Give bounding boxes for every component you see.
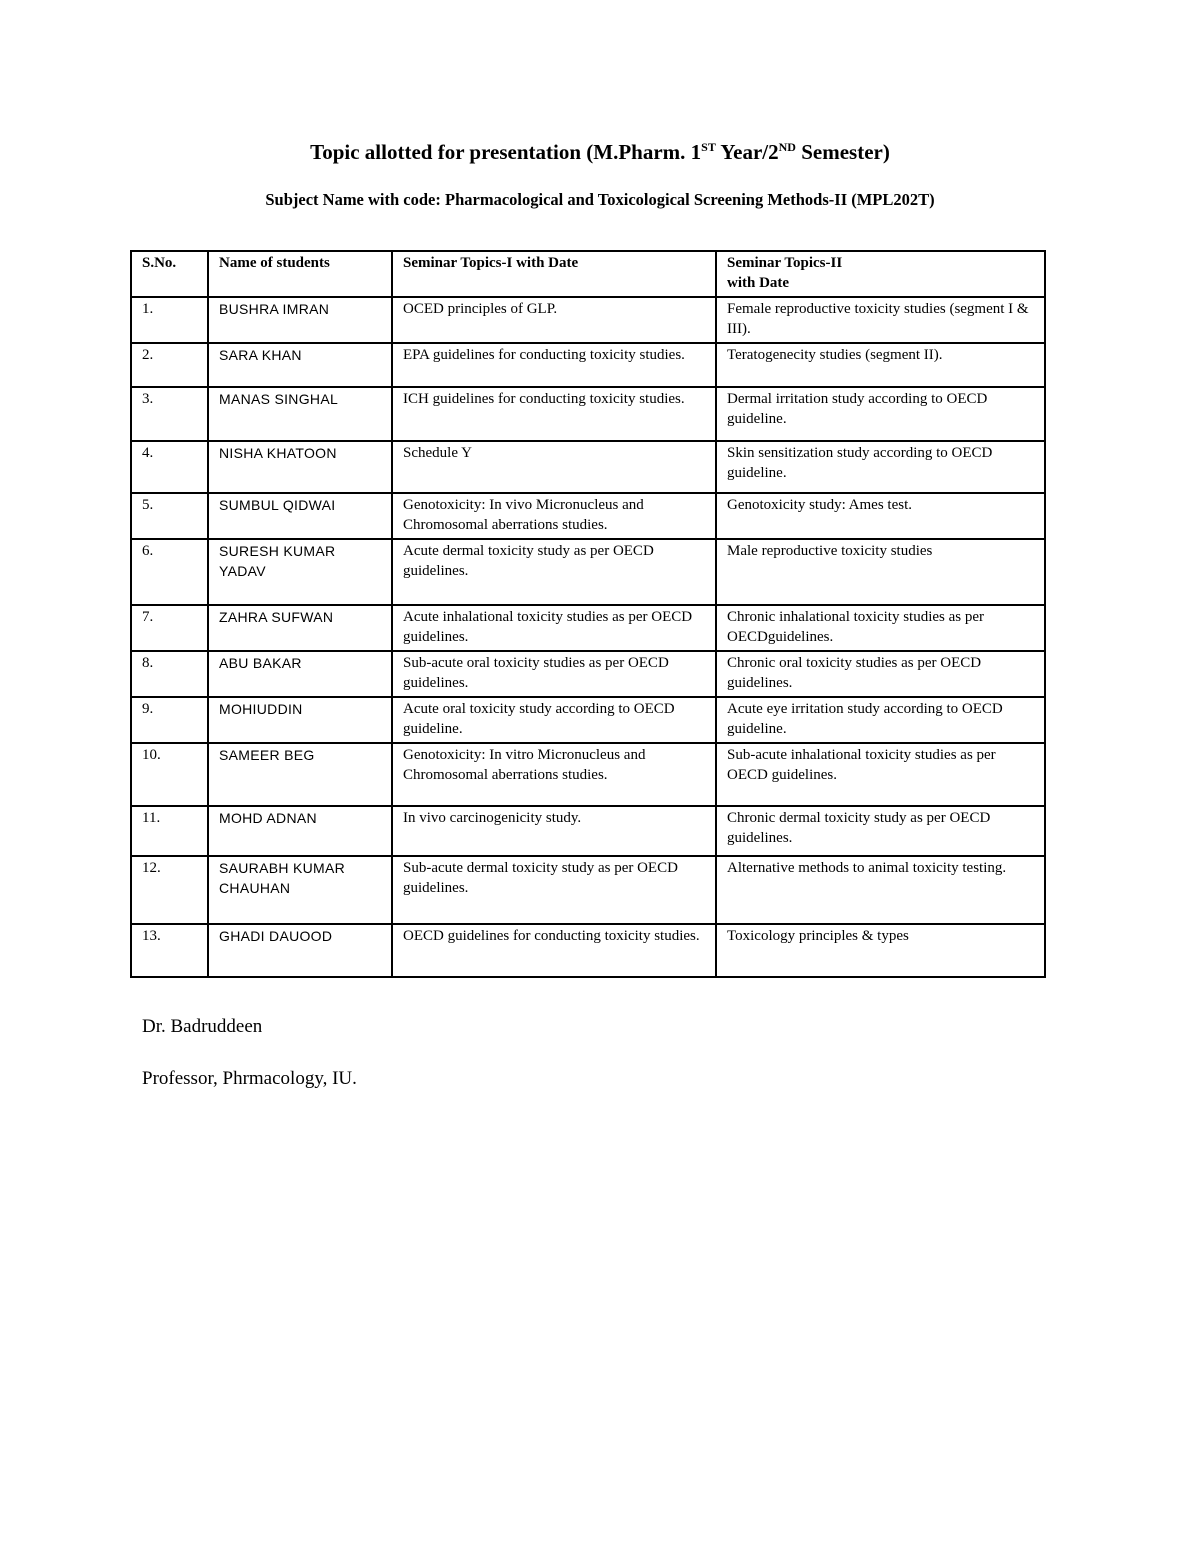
- cell-topic-2: Dermal irritation study according to OECD guideline.: [716, 387, 1045, 441]
- header-topic-1: Seminar Topics-I with Date: [392, 251, 716, 297]
- cell-topic-1: OCED principles of GLP.: [392, 297, 716, 343]
- table-row: [131, 806, 1045, 856]
- cell-student-name: ZAHRA SUFWAN: [208, 605, 392, 651]
- header-name: Name of students: [208, 251, 392, 297]
- cell-topic-2: Sub-acute inhalational toxicity studies as per OECD guidelines.: [716, 743, 1045, 806]
- cell-topic-1: Acute dermal toxicity study as per OECD guidelines.: [392, 539, 716, 605]
- cell-student-name: MANAS SINGHAL: [208, 387, 392, 441]
- table-row: [131, 297, 1045, 343]
- cell-topic-2: Toxicology principles & types: [716, 924, 1045, 977]
- cell-topic-1: Acute oral toxicity study according to OECD guideline.: [392, 697, 716, 743]
- cell-topic-2: Male reproductive toxicity studies: [716, 539, 1045, 605]
- cell-student-name: SAMEER BEG: [208, 743, 392, 806]
- cell-topic-2: Alternative methods to animal toxicity testing.: [716, 856, 1045, 924]
- table-row: [131, 697, 1045, 743]
- cell-topic-2: Skin sensitization study according to OECD guideline.: [716, 441, 1045, 493]
- cell-sno: 11.: [131, 806, 208, 856]
- cell-sno: 5.: [131, 493, 208, 539]
- cell-topic-1: Sub-acute dermal toxicity study as per OECD guidelines.: [392, 856, 716, 924]
- cell-topic-2: Genotoxicity study: Ames test.: [716, 493, 1045, 539]
- table-row: [131, 651, 1045, 697]
- cell-sno: 13.: [131, 924, 208, 977]
- cell-sno: 1.: [131, 297, 208, 343]
- cell-student-name: BUSHRA IMRAN: [208, 297, 392, 343]
- table-row: [131, 924, 1045, 977]
- cell-sno: 9.: [131, 697, 208, 743]
- table-row: [131, 856, 1045, 924]
- cell-sno: 12.: [131, 856, 208, 924]
- subject-subtitle: Subject Name with code: Pharmacological and Toxicological Screening Methods-II (MPL202T): [265, 190, 935, 209]
- cell-sno: 10.: [131, 743, 208, 806]
- cell-topic-1: Genotoxicity: In vitro Micronucleus and Chromosomal aberrations studies.: [392, 743, 716, 806]
- cell-topic-2: Female reproductive toxicity studies (segment I & III).: [716, 297, 1045, 343]
- cell-topic-1: Acute inhalational toxicity studies as per OECD guidelines.: [392, 605, 716, 651]
- cell-topic-2: Chronic inhalational toxicity studies as per OECDguidelines.: [716, 605, 1045, 651]
- cell-student-name: GHADI DAUOOD: [208, 924, 392, 977]
- cell-student-name: SAURABH KUMAR CHAUHAN: [208, 856, 392, 924]
- cell-topic-1: Sub-acute oral toxicity studies as per OECD guidelines.: [392, 651, 716, 697]
- table-row: [131, 343, 1045, 387]
- cell-sno: 3.: [131, 387, 208, 441]
- signatory-name: Dr. Badruddeen: [142, 1016, 263, 1037]
- table-row: [131, 441, 1045, 493]
- signatory-role: Professor, Phrmacology, IU.: [142, 1068, 357, 1089]
- cell-sno: 6.: [131, 539, 208, 605]
- table-row: [131, 605, 1045, 651]
- table-row: [131, 743, 1045, 806]
- page-title: Topic allotted for presentation (M.Pharm. 1ST Year/2ND Semester): [310, 140, 890, 164]
- cell-topic-1: In vivo carcinogenicity study.: [392, 806, 716, 856]
- cell-student-name: NISHA KHATOON: [208, 441, 392, 493]
- cell-student-name: MOHIUDDIN: [208, 697, 392, 743]
- cell-student-name: SURESH KUMAR YADAV: [208, 539, 392, 605]
- cell-sno: 2.: [131, 343, 208, 387]
- header-sno: S.No.: [131, 251, 208, 297]
- cell-sno: 4.: [131, 441, 208, 493]
- table-row: [131, 539, 1045, 605]
- table-row: [131, 387, 1045, 441]
- cell-topic-1: ICH guidelines for conducting toxicity studies.: [392, 387, 716, 441]
- cell-sno: 7.: [131, 605, 208, 651]
- cell-topic-2: Chronic oral toxicity studies as per OECD guidelines.: [716, 651, 1045, 697]
- cell-topic-1: Genotoxicity: In vivo Micronucleus and Chromosomal aberrations studies.: [392, 493, 716, 539]
- cell-student-name: SUMBUL QIDWAI: [208, 493, 392, 539]
- cell-student-name: ABU BAKAR: [208, 651, 392, 697]
- cell-topic-1: OECD guidelines for conducting toxicity studies.: [392, 924, 716, 977]
- cell-student-name: SARA KHAN: [208, 343, 392, 387]
- header-topic-2: Seminar Topics-II with Date: [716, 251, 1045, 297]
- cell-topic-1: EPA guidelines for conducting toxicity studies.: [392, 343, 716, 387]
- cell-student-name: MOHD ADNAN: [208, 806, 392, 856]
- cell-topic-2: Teratogenecity studies (segment II).: [716, 343, 1045, 387]
- table-header-row: [131, 251, 1045, 297]
- table-row: [131, 493, 1045, 539]
- table-body: [131, 297, 1045, 977]
- topics-table: [130, 250, 1046, 978]
- cell-topic-2: Chronic dermal toxicity study as per OECD guidelines.: [716, 806, 1045, 856]
- cell-topic-1: Schedule Y: [392, 441, 716, 493]
- cell-sno: 8.: [131, 651, 208, 697]
- cell-topic-2: Acute eye irritation study according to OECD guideline.: [716, 697, 1045, 743]
